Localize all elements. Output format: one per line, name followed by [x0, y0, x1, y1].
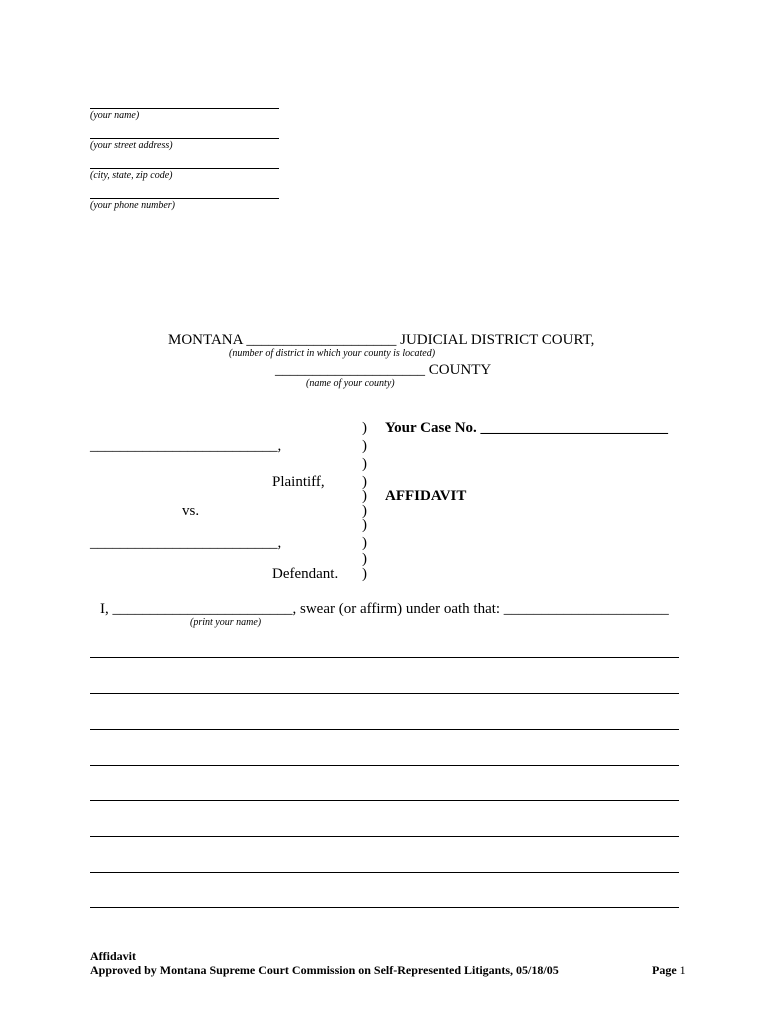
district-court-line: MONTANA ____________________ JUDICIAL DISTRICT COURT, [168, 332, 595, 348]
city-blank-line [90, 168, 279, 169]
caption-bracket: ) [362, 517, 367, 533]
statement-blank-line [90, 800, 679, 801]
plaintiff-label: Plaintiff, [272, 474, 325, 490]
caption-bracket: ) [362, 535, 367, 551]
defendant-name-blank: _________________________, [90, 535, 282, 551]
name-blank-line [90, 108, 279, 109]
caption-bracket: ) [362, 474, 367, 490]
county-caption: (name of your county) [306, 378, 395, 389]
document-title: AFFIDAVIT [385, 488, 467, 504]
caption-bracket: ) [362, 456, 367, 472]
statement-blank-line [90, 872, 679, 873]
caption-bracket: ) [362, 503, 367, 519]
footer-form-name: Affidavit [90, 949, 136, 963]
statement-blank-line [90, 693, 679, 694]
case-number-field: Your Case No. _________________________ [385, 420, 669, 436]
county-line: ____________________ COUNTY [275, 362, 492, 378]
street-caption: (your street address) [90, 140, 173, 151]
city-caption: (city, state, zip code) [90, 170, 173, 181]
caption-bracket: ) [362, 488, 367, 504]
caption-bracket: ) [362, 420, 367, 436]
statement-blank-line [90, 765, 679, 766]
footer-page-indicator [640, 949, 686, 991]
phone-blank-line [90, 198, 279, 199]
phone-caption: (your phone number) [90, 200, 175, 211]
versus-label: vs. [182, 503, 200, 519]
caption-bracket: ) [362, 551, 367, 567]
statement-blank-line [90, 729, 679, 730]
statement-blank-line [90, 836, 679, 837]
oath-statement: I, ________________________, swear (or affirm) under oath that: ______________________ [100, 601, 669, 617]
statement-blank-line [90, 657, 679, 658]
defendant-label: Defendant. [272, 566, 339, 582]
footer-approval-note: Approved by Montana Supreme Court Commission on Self-Represented Litigants, 05/18/05 [90, 963, 559, 977]
street-blank-line [90, 138, 279, 139]
statement-blank-line [90, 907, 679, 908]
page-label: Page [652, 963, 677, 977]
caption-bracket: ) [362, 566, 367, 582]
plaintiff-name-blank: _________________________, [90, 438, 282, 454]
district-caption: (number of district in which your county is located) [229, 348, 436, 359]
caption-bracket: ) [362, 438, 367, 454]
page-number: 1 [679, 963, 686, 977]
print-name-caption: (print your name) [190, 617, 262, 628]
name-caption: (your name) [90, 110, 140, 121]
